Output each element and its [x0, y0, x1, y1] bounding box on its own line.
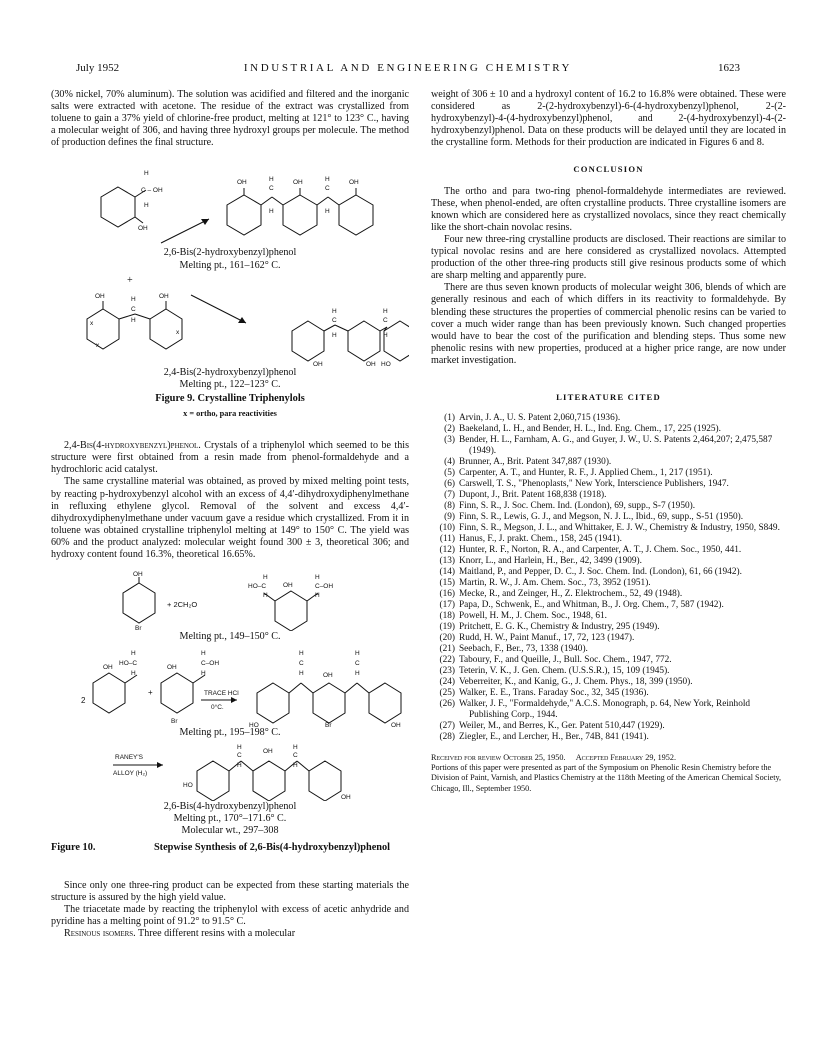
reference-item — [431, 622, 786, 633]
section-heading: Resinous isomers. — [64, 928, 136, 939]
reference-text: Veberreiter, K., and Kanig, G., J. Chem. Phys., 18, 399 (1950). — [459, 677, 693, 688]
conclusion-paragraph: Four new three-ring crystalline products are disclosed. Their reactions are similar to typical novolac resins and are here considered as crystallized novolacs. Attempted production of the other three-ring products still give resinous products some of which are sharp melting and apparently pure. — [431, 233, 786, 282]
svg-text:C–OH: C–OH — [315, 583, 334, 591]
benzene-ring-icon — [283, 195, 317, 235]
reference-item — [431, 468, 786, 479]
svg-text:H: H — [263, 592, 268, 600]
reference-number: (25) — [439, 688, 455, 699]
svg-text:H: H — [131, 650, 136, 658]
svg-text:C: C — [293, 752, 298, 760]
svg-text:H: H — [269, 176, 274, 184]
svg-text:2: 2 — [81, 696, 86, 706]
svg-text:H: H — [131, 670, 136, 678]
reference-text: Taboury, F., and Queille, J., Bull. Soc. Chem., 1947, 772. — [459, 655, 672, 666]
reference-number: (22) — [439, 655, 455, 666]
reference-number: (9) — [444, 512, 455, 523]
reference-item — [431, 490, 786, 501]
svg-text:H: H — [293, 744, 298, 752]
reference-text: Papa, D., Schwenk, E., and Whitman, B., J. Org. Chem., 7, 587 (1942). — [459, 600, 724, 611]
body-paragraph: The same crystalline material was obtained, as proved by mixed melting point tests, by reacting p-hydroxybenzyl alcohol with an excess of 4,4′-dihydroxydiphenylmethane in refluxing ethylene glycol. Removal of the solvent and excess 4,4′-dihydroxydiphenylmethane under vacuum gave a residue which crystallized. From it in toluene was obtained crystalline triphenylol melting at 149° to 150° C. The yield was 60% and the product analyzed: molecular weight found 300 ± 3, theoretical 306; and hydroxy content found 16.3%, theoretical 16.65%. — [51, 476, 409, 560]
arrow-head-icon — [231, 697, 237, 703]
reference-text: Brunner, A., Brit. Patent 347,887 (1930). — [459, 457, 612, 468]
figure-10-title: Stepwise Synthesis of 2,6-Bis(4-hydroxybenzyl)phenol — [153, 841, 391, 853]
header-journal: INDUSTRIAL AND ENGINEERING CHEMISTRY — [243, 62, 573, 74]
svg-text:H: H — [383, 331, 388, 339]
reference-item — [431, 512, 786, 523]
svg-text:HO: HO — [183, 782, 193, 790]
svg-text:H: H — [355, 670, 360, 678]
figure-10-mp-1: Melting pt., 149–150° C. — [179, 631, 281, 643]
benzene-ring-icon — [101, 187, 135, 227]
svg-text:OH: OH — [349, 179, 359, 187]
reference-number: (16) — [439, 589, 455, 600]
svg-text:H: H — [263, 574, 268, 582]
reference-number: (17) — [439, 600, 455, 611]
reference-number: (27) — [439, 721, 455, 732]
header-page-number: 1623 — [718, 62, 740, 74]
reference-number: (3) — [444, 435, 455, 446]
reference-number: (13) — [439, 556, 455, 567]
reference-item — [431, 677, 786, 688]
reference-text: Carpenter, A. T., and Hunter, R. F., J. Applied Chem., 1, 217 (1951). — [459, 468, 713, 479]
svg-text:OH: OH — [237, 179, 247, 187]
reference-item — [431, 600, 786, 611]
reference-number: (4) — [444, 457, 455, 468]
svg-text:OH: OH — [167, 664, 177, 672]
reference-text: Seebach, F., Ber., 73, 1338 (1940). — [459, 644, 588, 655]
svg-text:C: C — [383, 316, 388, 324]
svg-text:OH: OH — [133, 571, 143, 579]
svg-text:OH: OH — [313, 360, 323, 367]
svg-text:C: C — [325, 185, 330, 193]
reference-text: Finn, S. R., Megson, J. L., and Whittaker, E. J. W., Chemistry & Industry, 1950, S849. — [459, 523, 780, 534]
figure-9-note: x = ortho, para reactivities — [183, 409, 277, 419]
reference-text: Mecke, R., and Zeinger, H., Z. Elektrochem., 52, 49 (1948). — [459, 589, 683, 600]
received-date: Received for review October 25, 1950. — [431, 753, 566, 763]
svg-text:TRACE HCl: TRACE HCl — [204, 690, 239, 698]
reference-number: (14) — [439, 567, 455, 578]
benzene-ring-icon — [93, 673, 125, 713]
svg-text:Br: Br — [171, 718, 178, 726]
benzene-ring-icon — [313, 683, 345, 723]
header-date: July 1952 — [76, 62, 120, 74]
svg-text:OH: OH — [341, 794, 351, 802]
svg-text:RANEY'S: RANEY'S — [115, 754, 143, 762]
reference-number: (24) — [439, 677, 455, 688]
svg-text:OH: OH — [283, 582, 293, 590]
reference-text: Dupont, J., Brit. Patent 168,838 (1918). — [459, 490, 607, 501]
svg-text:OH: OH — [263, 748, 273, 756]
svg-text:C – OH: C – OH — [141, 187, 163, 195]
benzene-ring-icon — [275, 591, 307, 631]
svg-text:HO: HO — [249, 722, 259, 728]
reference-item — [431, 633, 786, 644]
svg-text:OH: OH — [391, 722, 401, 728]
reference-item — [431, 611, 786, 622]
reference-text: Finn, S. R., J. Soc. Chem. Ind. (London), 69, supp., S-7 (1950). — [459, 501, 696, 512]
svg-text:HO: HO — [381, 360, 391, 367]
reference-text: Walker, J. F., "Formaldehyde," A.C.S. Monograph, p. 64, New York, Reinhold Publishing Corp., 1944. — [459, 699, 751, 721]
conclusion-heading: CONCLUSION — [573, 164, 644, 175]
svg-text:H: H — [315, 574, 320, 582]
reference-number: (10) — [439, 523, 455, 534]
intro-paragraph: (30% nickel, 70% aluminum). The solution was acidified and filtered and the inorganic salts were extracted with acetone. The residue of the extract was crystallized from toluene to gain a 37% yield of chlorine-free product, melting at 121° to 123° C., having a molecular weight of 306, and having three hydroxyl groups per molecule. The method of production defines the final structure. — [51, 89, 409, 149]
reference-item — [431, 644, 786, 655]
svg-text:H: H — [201, 650, 206, 658]
reference-text: Powell, H. M., J. Chem. Soc., 1948, 61. — [459, 611, 607, 622]
svg-text:0°C.: 0°C. — [211, 704, 224, 712]
reference-item — [431, 589, 786, 600]
svg-text:x: x — [96, 341, 100, 349]
svg-text:H: H — [325, 176, 330, 184]
reference-item — [431, 457, 786, 468]
benzene-ring-icon — [339, 195, 373, 235]
reference-text: Walker, E. E., Trans. Faraday Soc., 32, 345 (1936). — [459, 688, 649, 699]
reference-item — [431, 721, 786, 732]
benzene-ring-icon — [123, 583, 155, 623]
reference-item — [431, 655, 786, 666]
svg-text:C: C — [332, 316, 337, 324]
svg-text:OH: OH — [293, 179, 303, 187]
svg-text:H: H — [383, 307, 388, 315]
benzene-ring-icon — [292, 321, 324, 361]
reference-item — [431, 501, 786, 512]
svg-text:H: H — [237, 762, 242, 770]
reference-text: Baekeland, L. H., and Bender, H. L., Ind. Eng. Chem., 17, 225 (1925). — [459, 424, 721, 435]
svg-text:C: C — [131, 305, 136, 313]
figure-10-product-name: 2,6-Bis(4-hydroxybenzyl)phenol — [163, 801, 297, 813]
reference-text: Teterin, V. K., J. Gen. Chem. (U.S.S.R.), 15, 109 (1945). — [459, 666, 670, 677]
figure-10-step-3 — [51, 743, 409, 801]
svg-text:H: H — [131, 316, 136, 324]
body-paragraph: The triacetate made by reacting the triphenylol with excess of acetic anhydride and pyridine has a melting point of 91.2° to 91.5° C. — [51, 903, 409, 927]
conclusion-paragraph: There are thus seven known products of molecular weight 306, blends of which are generally resinous and each of which differs in its reactivity to formaldehyde. By blending these structures the properties of commercial phenolic resins can be varied to cover a much wider range than has been previously known. Such changed properties would have to bear the cost of the purification and blending steps. Thus some new phenolic resins with new properties, produced at a higher price range, are now under market investigation. — [431, 282, 786, 366]
accepted-date: Accepted February 29, 1952. — [575, 753, 676, 763]
footnote-text: Portions of this paper were presented as part of the Symposium on Phenolic Resin Chemistry before the Division of Paint, Varnish, and Plastics Chemistry at the 118th Meeting of the American Chemical Society, Chicago, Ill., September 1950. — [431, 763, 782, 793]
svg-text:H: H — [355, 650, 360, 658]
reference-item — [431, 567, 786, 578]
svg-text:H: H — [299, 650, 304, 658]
reference-number: (18) — [439, 611, 455, 622]
reference-item — [431, 413, 786, 424]
svg-text:HO–C: HO–C — [248, 583, 267, 591]
reference-item — [431, 578, 786, 589]
figure-10-step-1 — [51, 571, 409, 631]
reference-number: (2) — [444, 424, 455, 435]
figure-9-structure-bottom — [51, 287, 409, 367]
figure-10-mp-2: Melting pt., 195–198° C. — [179, 727, 281, 739]
reference-item — [431, 732, 786, 743]
reference-number: (6) — [444, 479, 455, 490]
figure-10-product-mp: Melting pt., 170°–171.6° C. — [173, 813, 287, 825]
reference-text: Carswell, T. S., "Phenoplasts," New York, Interscience Publishers, 1947. — [459, 479, 729, 490]
body-paragraph: Since only one three-ring product can be expected from these starting materials the structure is assured by the high yield value. — [51, 879, 409, 903]
section-2-4-bis-paragraph: 2,4-Bis(4-hydroxybenzyl)phenol. Crystals of a triphenylol which seemed to be this structure were first obtained from a resin made from phenol-formaldehyde and a hydrochloric acid catalyst. — [51, 440, 409, 476]
figure-10-label: Figure 10. — [51, 841, 96, 853]
reference-text: Bender, H. L., Farnham, A. G., and Guyer, J. W., U. S. Patents 2,464,207; 2,475,587 (1949). — [459, 435, 773, 457]
literature-cited-heading: LITERATURE CITED — [556, 391, 661, 402]
reference-text: Arvin, J. A., U. S. Patent 2,060,715 (1936). — [459, 413, 621, 424]
figure-9-title: Figure 9. Crystalline Triphenylols — [155, 392, 305, 404]
reference-number: (23) — [439, 666, 455, 677]
svg-text:H: H — [144, 170, 149, 178]
svg-text:C: C — [237, 752, 242, 760]
reference-number: (12) — [439, 545, 455, 556]
benzene-ring-icon — [253, 761, 285, 801]
svg-text:H: H — [332, 331, 337, 339]
svg-text:C: C — [299, 660, 304, 668]
svg-text:H: H — [201, 670, 206, 678]
svg-text:H: H — [293, 762, 298, 770]
reference-item — [431, 523, 786, 534]
svg-text:H: H — [131, 295, 136, 303]
svg-text:C: C — [269, 185, 274, 193]
figure-9-compound-2-name: 2,4-Bis(2-hydroxybenzyl)phenol — [163, 366, 297, 378]
reference-item — [431, 435, 786, 457]
figure-9-compound-1-mp: Melting pt., 161–162° C. — [179, 259, 281, 271]
reaction-arrow-icon — [191, 295, 246, 323]
figure-9-compound-1-name: 2,6-Bis(2-hydroxybenzyl)phenol — [163, 247, 297, 259]
svg-text:OH: OH — [138, 225, 148, 233]
svg-text:C: C — [355, 660, 360, 668]
reference-list — [431, 413, 786, 743]
benzene-ring-icon — [257, 683, 289, 723]
reference-item — [431, 688, 786, 699]
figure-9-compound-2-mp: Melting pt., 122–123° C. — [179, 378, 281, 390]
svg-text:x: x — [90, 319, 94, 327]
figure-10-product-mw: Molecular wt., 297–308 — [181, 825, 279, 837]
reference-text: Maitland, P., and Pepper, D. C., J. Soc. Chem. Ind. (London), 61, 66 (1942). — [459, 567, 742, 578]
reference-number: (28) — [439, 732, 455, 743]
svg-text:H: H — [237, 744, 242, 752]
reference-number: (8) — [444, 501, 455, 512]
svg-text:+ 2CH₂O: + 2CH₂O — [167, 600, 198, 610]
reference-text: Hanus, F., J. prakt. Chem., 158, 245 (1941). — [459, 534, 622, 545]
reference-number: (19) — [439, 622, 455, 633]
reference-text: Knorr, L., and Harlein, H., Ber., 42, 3499 (1909). — [459, 556, 642, 567]
reference-text: Hunter, R. F., Norton, R. A., and Carpenter, A. T., J. Chem. Soc., 1950, 441. — [459, 545, 742, 556]
reference-number: (20) — [439, 633, 455, 644]
benzene-ring-icon — [369, 683, 401, 723]
left-column — [51, 89, 409, 940]
svg-text:OH: OH — [159, 292, 169, 300]
reference-item — [431, 534, 786, 545]
svg-text:H: H — [144, 202, 149, 210]
svg-text:HO–C: HO–C — [119, 660, 138, 668]
section-resinous-isomers: Resinous isomers. Three different resins with a molecular — [64, 928, 296, 939]
svg-text:OH: OH — [366, 360, 376, 367]
section-heading: 2,4-Bis(4-hydroxybenzyl)phenol. — [64, 440, 201, 452]
reference-text: Martin, R. W., J. Am. Chem. Soc., 73, 3952 (1951). — [459, 578, 651, 589]
svg-text:ALLOY (H₂): ALLOY (H₂) — [113, 770, 148, 778]
reference-number: (26) — [439, 699, 455, 710]
running-header — [76, 62, 740, 78]
footnote — [431, 753, 786, 794]
svg-text:Br: Br — [325, 722, 332, 728]
reference-text: Finn, S. R., Lewis, G. J., and Megson, N. J. L., Ibid., 69, supp., S-51 (1950). — [459, 512, 744, 523]
reference-item — [431, 479, 786, 490]
svg-text:H: H — [269, 208, 274, 216]
reference-number: (11) — [439, 534, 455, 545]
figure-9-plus: + — [127, 274, 133, 286]
benzene-ring-icon — [348, 321, 380, 361]
reference-number: (15) — [439, 578, 455, 589]
conclusion-paragraph: The ortho and para two-ring phenol-formaldehyde intermediates are reviewed. These, when phenol-ended, are often crystalline products. Three crystalline isomers are known which are considered here as crystallized novolacs, since they react chemically like the short-chain novolac resins. — [431, 185, 786, 233]
svg-text:OH: OH — [103, 664, 113, 672]
reaction-arrow-icon — [161, 219, 209, 243]
benzene-ring-icon — [384, 321, 409, 361]
svg-text:x: x — [176, 328, 180, 336]
svg-text:H: H — [299, 670, 304, 678]
svg-text:C–OH: C–OH — [201, 660, 220, 668]
svg-text:OH: OH — [95, 292, 105, 300]
figure-10-step-2 — [51, 645, 409, 727]
reference-item — [431, 699, 786, 721]
figure-9 — [51, 157, 409, 420]
svg-text:Br: Br — [135, 625, 142, 632]
svg-text:H: H — [332, 307, 337, 315]
reference-item — [431, 545, 786, 556]
svg-text:H: H — [325, 208, 330, 216]
reference-item — [431, 666, 786, 677]
benzene-ring-icon — [87, 309, 119, 349]
body-paragraph: weight of 306 ± 10 and a hydroxyl content of 16.2 to 16.8% were obtained. These were considered as 2-(2-hydroxybenzyl)-6-(4-hydroxybenzyl)phenol, 2-(2-hydroxybenzyl)-4-(4-hydroxybenzyl)phenol, and 2-(4-hydroxybenzyl)-4-(2-hydroxybenzyl)phenol. Data on these products will be delayed until they are located in the crystalline form. Methods for their production are indicated in Figures 6 and 8. — [431, 89, 786, 149]
reference-item — [431, 556, 786, 567]
right-column — [431, 89, 786, 794]
figure-10 — [51, 571, 409, 854]
reference-text: Ziegler, E., and Lercher, H., Ber., 74B, 841 (1941). — [459, 732, 649, 743]
benzene-ring-icon — [309, 761, 341, 801]
reference-item — [431, 424, 786, 435]
benzene-ring-icon — [197, 761, 229, 801]
arrow-head-icon — [157, 762, 163, 768]
reference-number: (5) — [444, 468, 455, 479]
reference-number: (21) — [439, 644, 455, 655]
benzene-ring-icon — [161, 673, 193, 713]
figure-10-caption — [51, 842, 409, 854]
svg-text:+: + — [148, 688, 153, 698]
reference-text: Weiler, M., and Berres, K., Ger. Patent 510,447 (1929). — [459, 721, 665, 732]
reference-number: (7) — [444, 490, 455, 501]
benzene-ring-icon — [227, 195, 261, 235]
svg-text:OH: OH — [323, 672, 333, 680]
figure-9-structure-top — [51, 157, 409, 247]
reference-text: Rudd, H. W., Paint Manuf., 17, 72, 123 (1947). — [459, 633, 635, 644]
reference-number: (1) — [444, 413, 455, 424]
svg-text:H: H — [315, 592, 320, 600]
reference-text: Pritchett, E. G. K., Chemistry & Industry, 295 (1949). — [459, 622, 660, 633]
